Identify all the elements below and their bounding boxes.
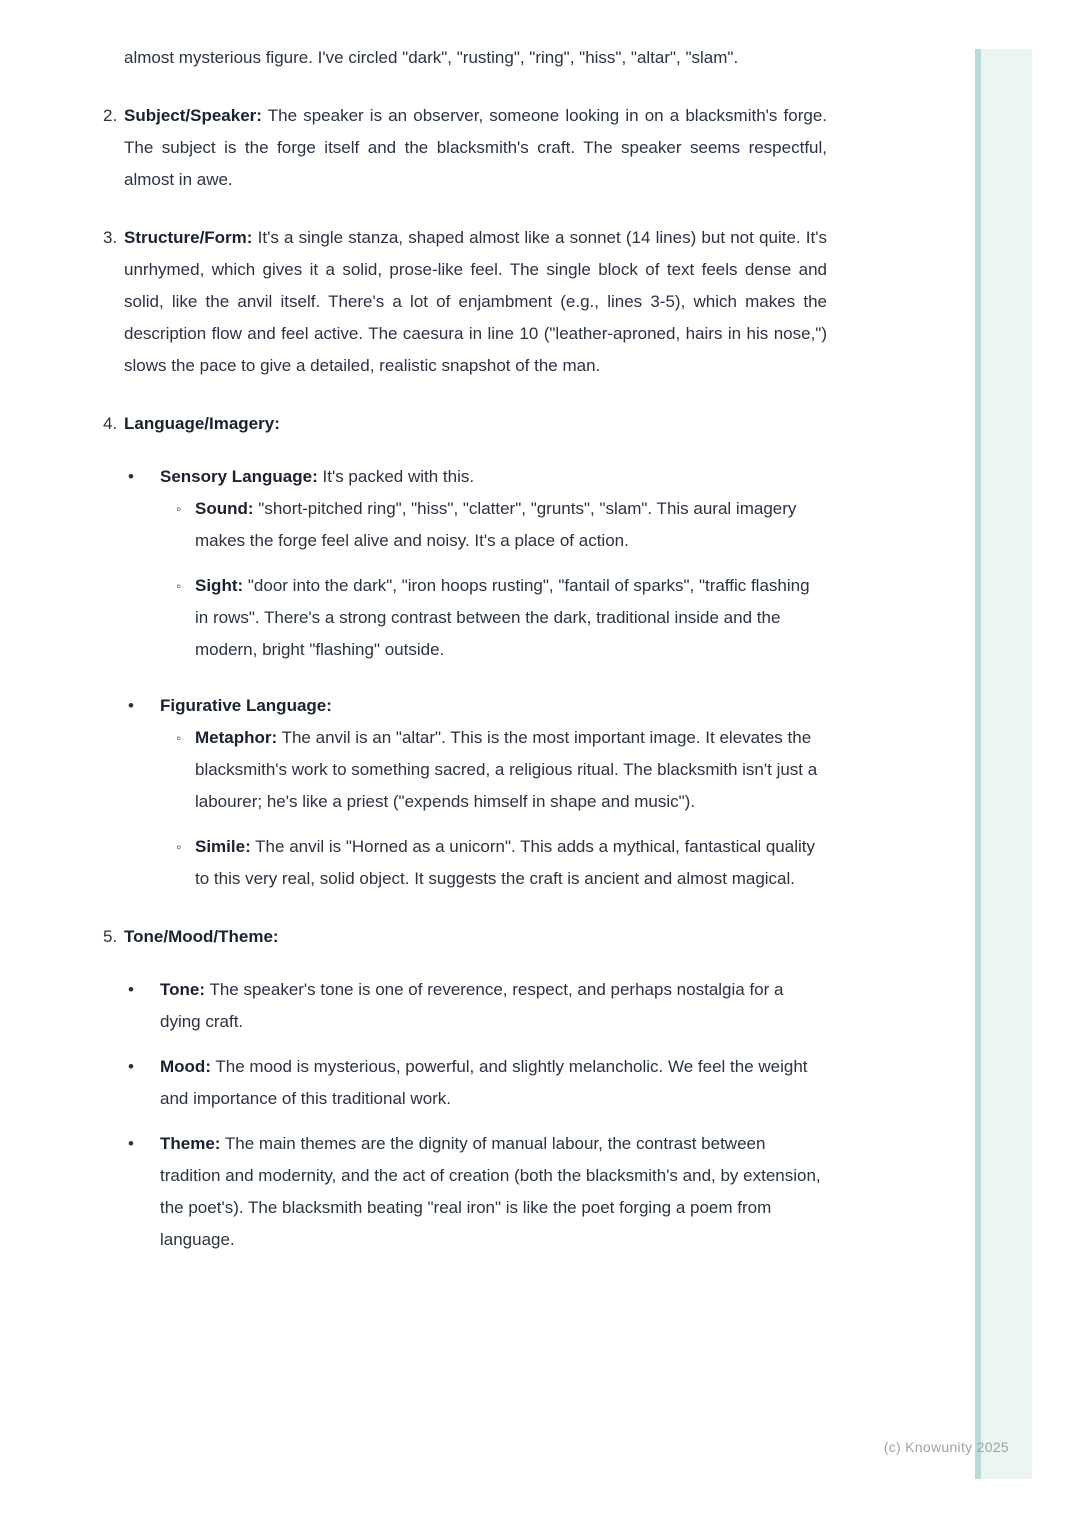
item-label: Tone/Mood/Theme: xyxy=(124,927,279,946)
item-label: Structure/Form: xyxy=(124,228,253,247)
item-text: It's a single stanza, shaped almost like a sonnet (14 lines) but not quite. It's unrhymed, which gives it a solid, prose-like feel. The single block of text feels dense and solid, like the anvil itself. There's a lot of enjambment (e.g., lines 3-5), which makes the description flow and feel active. The caesura in line 10 ("leather-aproned, hairs in his nose,") slows the pace to give a detailed, realistic snapshot of the man. xyxy=(124,228,827,375)
bullet-text: The mood is mysterious, powerful, and slightly melancholic. We feel the weight and importance of this traditional work. xyxy=(160,1057,808,1108)
hollow-bullet-icon xyxy=(176,722,195,818)
bullet-sound xyxy=(176,493,827,557)
bullet-mood xyxy=(128,1051,827,1115)
filled-bullet-icon xyxy=(128,974,160,1038)
list-item-language-imagery xyxy=(103,408,827,895)
bullet-label: Tone: xyxy=(160,980,206,999)
bullet-sensory-language xyxy=(128,461,827,493)
bullet-simile xyxy=(176,831,827,895)
item-paragraph xyxy=(124,100,827,196)
bullet-paragraph xyxy=(160,690,827,722)
bullet-label: Simile: xyxy=(195,837,251,856)
bullet-text: "door into the dark", "iron hoops rusting", "fantail of sparks", "traffic flashing in rows". There's a strong contrast between the dark, traditional inside and the modern, bright "flashing" outside. xyxy=(195,576,810,659)
filled-bullet-icon xyxy=(128,1051,160,1115)
filled-bullet-icon xyxy=(128,1128,160,1256)
item-row xyxy=(103,222,827,382)
bullet-label: Sound: xyxy=(195,499,254,518)
item-row xyxy=(103,408,827,440)
item-label: Language/Imagery: xyxy=(124,414,280,433)
list-item-tone-mood-theme xyxy=(103,921,827,1256)
bullet-label: Metaphor: xyxy=(195,728,278,747)
bullet-text: The main themes are the dignity of manual labour, the contrast between tradition and modernity, and the act of creation (both the blacksmith's and, by extension, the poet's). The blacksmith beating "real iron" is like the poet forging a poem from language. xyxy=(160,1134,821,1249)
bullet-list xyxy=(103,461,827,895)
item-number: 5. xyxy=(103,927,118,946)
list-item-structure-form xyxy=(103,222,827,382)
bullet-paragraph xyxy=(160,974,827,1038)
bullet-paragraph xyxy=(160,1051,827,1115)
item-paragraph xyxy=(124,921,827,953)
bullet-tone xyxy=(128,974,827,1038)
bullet-text: The speaker's tone is one of reverence, respect, and perhaps nostalgia for a dying craft. xyxy=(160,980,784,1031)
bullet-figurative-language xyxy=(128,690,827,722)
bullet-paragraph xyxy=(195,493,827,557)
notes-page-content xyxy=(103,42,827,1256)
bullet-text: The anvil is an "altar". This is the most important image. It elevates the blacksmith's work to something sacred, a religious ritual. The blacksmith isn't just a labourer; he's like a priest ("expends himself in shape and music"). xyxy=(195,728,818,811)
item-label: Subject/Speaker: xyxy=(124,106,262,125)
item-number: 2. xyxy=(103,106,118,125)
bullet-text: "short-pitched ring", "hiss", "clatter", "grunts", "slam". This aural imagery makes the forge feel alive and noisy. It's a place of action. xyxy=(195,499,797,550)
intro-continuation-paragraph: almost mysterious figure. I've circled "dark", "rusting", "ring", "hiss", "altar", "slam". xyxy=(124,48,739,67)
hollow-bullet-icon xyxy=(176,570,195,666)
bullet-metaphor xyxy=(176,722,827,818)
bullet-sight xyxy=(176,570,827,666)
item-number: 3. xyxy=(103,228,118,247)
hollow-bullet-icon xyxy=(176,493,195,557)
filled-bullet-icon xyxy=(128,690,160,722)
item-row xyxy=(103,100,827,196)
bullet-label: Theme: xyxy=(160,1134,221,1153)
bullet-label: Sensory Language: xyxy=(160,467,318,486)
bullet-label: Sight: xyxy=(195,576,244,595)
list-item-subject-speaker xyxy=(103,100,827,196)
filled-bullet-icon xyxy=(128,461,160,493)
item-paragraph xyxy=(124,408,827,440)
bullet-paragraph xyxy=(160,461,827,493)
copyright-watermark: (c) Knowunity 2025 xyxy=(883,1439,1009,1455)
hollow-bullet-icon xyxy=(176,831,195,895)
accent-side-panel xyxy=(975,49,1032,1479)
bullet-paragraph xyxy=(160,1128,827,1256)
bullet-paragraph xyxy=(195,831,827,895)
bullet-label: Mood: xyxy=(160,1057,211,1076)
bullet-label: Figurative Language: xyxy=(160,696,332,715)
bullet-text: It's packed with this. xyxy=(322,467,475,486)
item-paragraph xyxy=(124,222,827,382)
bullet-paragraph xyxy=(195,570,827,666)
item-number: 4. xyxy=(103,414,118,433)
item-row xyxy=(103,921,827,953)
bullet-theme xyxy=(128,1128,827,1256)
bullet-list xyxy=(103,974,827,1256)
bullet-paragraph xyxy=(195,722,827,818)
item-text: The speaker is an observer, someone looking in on a blacksmith's forge. The subject is the forge itself and the blacksmith's craft. The speaker seems respectful, almost in awe. xyxy=(124,106,827,189)
bullet-text: The anvil is "Horned as a unicorn". This adds a mythical, fantastical quality to this very real, solid object. It suggests the craft is ancient and almost magical. xyxy=(195,837,815,888)
